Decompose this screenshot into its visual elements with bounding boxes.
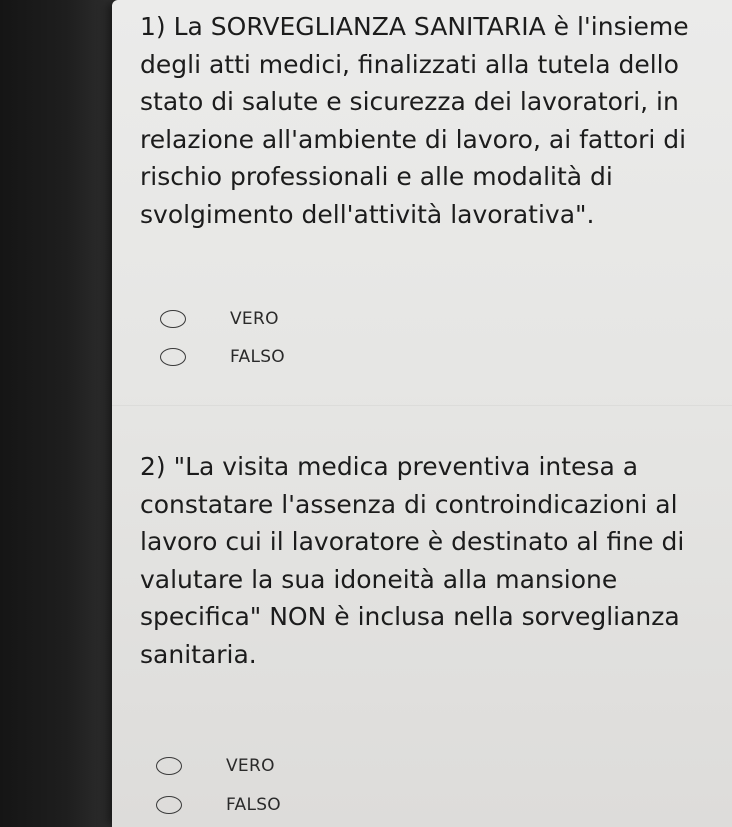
question-2-text: 2) "La visita medica preventiva intesa a constatare l'assenza di controindicazioni al lavoro cui il lavoratore è destinato al fine di valutare la sua idoneità alla mansione specifica" NON è inclusa nella sorveglianza sanitaria.: [140, 452, 685, 669]
device-bezel: [0, 0, 120, 827]
question-1-option-falso[interactable]: [160, 347, 285, 367]
question-1-option-vero[interactable]: [160, 309, 279, 329]
question-1-text: 1) La SORVEGLIANZA SANITARIA è l'insieme degli atti medici, finalizzati alla tutela dello stato di salute e sicurezza dei lavoratori, in relazione all'ambiente di lavoro, ai fattori di rischio professionali e alle modalità di svolgimento dell'attività lavorativa".: [140, 12, 689, 229]
radio-circle-icon[interactable]: [160, 310, 186, 328]
section-divider: [112, 405, 732, 406]
option-label: FALSO: [226, 795, 281, 815]
option-label: VERO: [226, 756, 275, 776]
option-label: FALSO: [230, 347, 285, 367]
radio-circle-icon[interactable]: [156, 757, 182, 775]
option-label: VERO: [230, 309, 279, 329]
radio-circle-icon[interactable]: [156, 796, 182, 814]
quiz-screen: [112, 0, 732, 827]
radio-circle-icon[interactable]: [160, 348, 186, 366]
question-2-option-vero[interactable]: [156, 756, 275, 776]
question-2-option-falso[interactable]: [156, 795, 281, 815]
